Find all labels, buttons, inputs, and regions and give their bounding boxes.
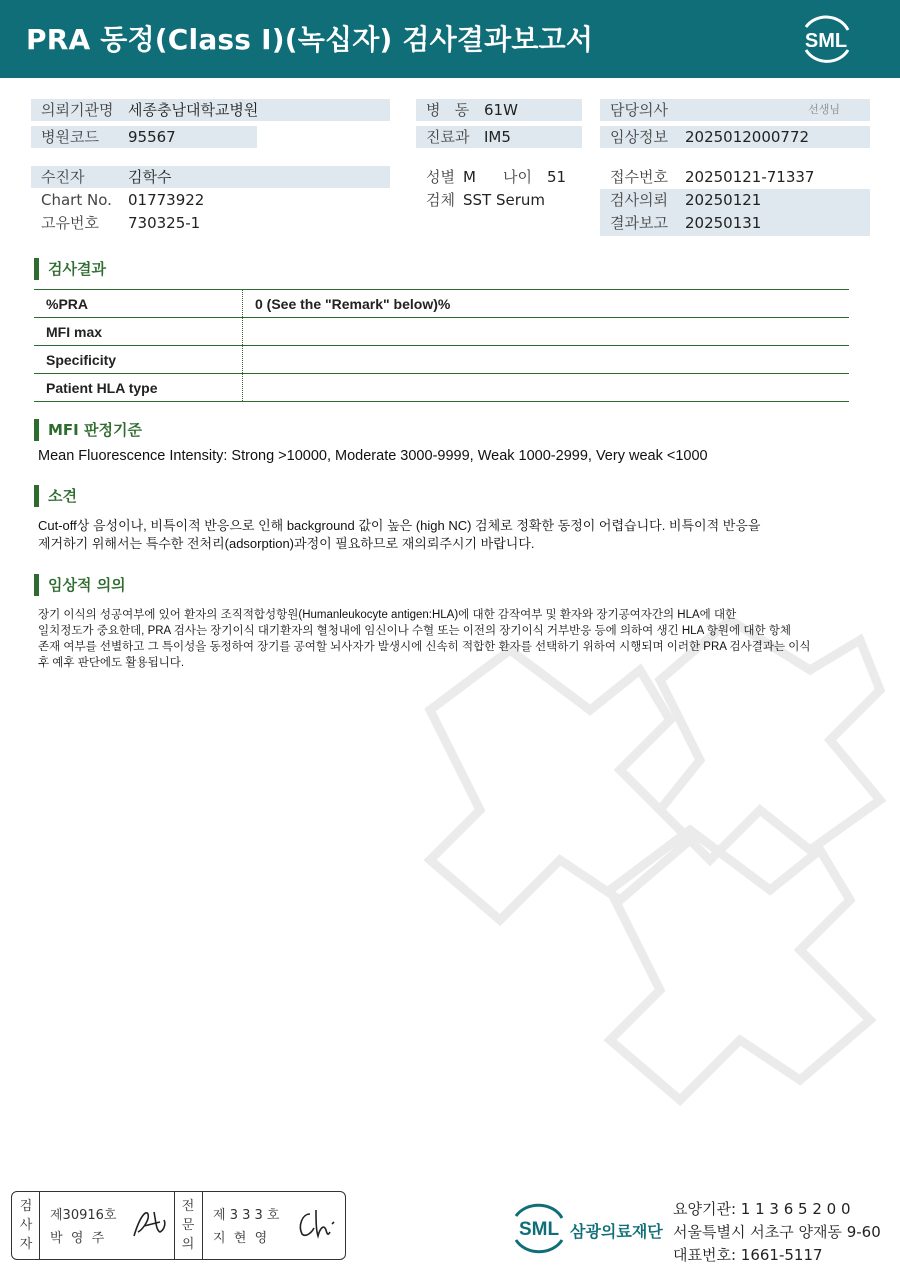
request-date-value: 20250121 — [685, 191, 762, 209]
ward-label: 병 동 — [426, 101, 470, 119]
footer-org-name: 삼광의료재단 — [570, 1222, 663, 1241]
clinical-line: 일치정도가 중요한데, PRA 검사는 장기이식 대기환자의 혈청내에 임신이나 수혈 또는 이전의 장기이식 거부반응 등에 의하여 생긴 HLA 항원에 대한 항체 — [38, 625, 791, 637]
institution-value: 세종충남대학교병원 — [128, 101, 259, 119]
examiner-license: 제30916호 — [50, 1208, 117, 1223]
specialist-signature-icon — [294, 1206, 338, 1242]
department-value: IM5 — [484, 128, 511, 146]
examiner-signature-icon — [130, 1206, 170, 1242]
sex-value: M — [463, 168, 476, 186]
sml-logo-icon — [798, 12, 854, 66]
institution-label: 의뢰기관명 — [41, 101, 114, 119]
unique-no-value: 730325-1 — [128, 214, 201, 232]
clinical-line: 존재 여부를 선별하고 그 특이성을 동정하여 장기를 공여할 뇌사자가 발생시에 신속히 적합한 환자를 선택하기 위하여 시행되며 이러한 PRA 검사결과는 이식 — [38, 641, 811, 653]
unique-no-label: 고유번호 — [41, 214, 99, 232]
age-value: 51 — [547, 168, 567, 186]
ward-value: 61W — [484, 101, 518, 119]
opinion-section-title: 소견 — [34, 485, 77, 507]
request-date-label: 검사의뢰 — [610, 191, 668, 209]
specimen-label: 검체 — [426, 191, 455, 209]
specialist-name: 지 현 영 — [213, 1231, 268, 1246]
result-name: Patient HLA type — [34, 374, 243, 402]
report-date-value: 20250131 — [685, 214, 762, 232]
results-section-title: 검사결과 — [34, 258, 106, 280]
result-name: MFI max — [34, 318, 243, 346]
footer-logo-text: SML — [518, 1219, 560, 1240]
request-date-field — [600, 189, 870, 211]
table-row — [34, 318, 849, 346]
receipt-no-field — [600, 166, 870, 188]
opinion-line: Cut-off상 음성이나, 비특이적 반응으로 인해 background 값이 높은 (high NC) 검체로 정확한 동정이 어렵습니다. 비특이적 반응을 — [38, 518, 761, 533]
specimen-field — [416, 189, 582, 211]
footer-institution-code: 요양기관: 1 1 3 6 5 2 0 0 — [673, 1200, 851, 1218]
hospital-code-value: 95567 — [128, 128, 176, 146]
footer-phone: 대표번호: 1661-5117 — [673, 1246, 823, 1264]
chart-no-value: 01773922 — [128, 191, 205, 209]
ward-field — [416, 99, 582, 121]
unique-no-field — [31, 212, 390, 234]
footer-address: 서울특별시 서초구 양재동 9-60 — [673, 1223, 881, 1241]
receipt-no-value: 20250121-71337 — [685, 168, 815, 186]
result-name: Specificity — [34, 346, 243, 374]
result-value: 0 (See the "Remark" below)% — [243, 290, 850, 318]
hospital-code-field — [31, 126, 257, 148]
clinical-info-value: 2025012000772 — [685, 128, 810, 146]
department-label: 진료과 — [426, 128, 470, 146]
clinical-info-field — [600, 126, 870, 148]
report-date-field — [600, 212, 870, 234]
specimen-value: SST Serum — [463, 191, 546, 209]
doctor-note: 선생님 — [808, 103, 840, 116]
clinical-line: 후 예후 판단에도 활용됩니다. — [38, 657, 185, 669]
clinical-section-title: 임상적 의의 — [34, 574, 126, 596]
report-date-label: 결과보고 — [610, 214, 668, 232]
examiner-label: 검 사 자 — [19, 1199, 33, 1252]
hospital-code-label: 병원코드 — [41, 128, 99, 146]
opinion-line: 제거하기 위해서는 특수한 전처리(adsorption)과정이 필요하므로 재의뢰주시기 바랍니다. — [38, 536, 535, 551]
patient-value: 김학수 — [128, 168, 172, 186]
chart-no-field — [31, 189, 390, 211]
clinical-info-label: 임상정보 — [610, 128, 668, 146]
footer-sml-logo-icon — [510, 1202, 568, 1254]
specialist-label: 전 문 의 — [181, 1199, 195, 1252]
age-label: 나이 — [503, 168, 532, 186]
chart-no-label: Chart No. — [41, 191, 112, 209]
patient-field — [31, 166, 390, 188]
doctor-field — [600, 99, 870, 121]
receipt-no-label: 접수번호 — [610, 168, 668, 186]
result-value — [243, 318, 850, 346]
report-header — [0, 0, 900, 78]
table-row — [34, 346, 849, 374]
institution-field — [31, 99, 390, 121]
sex-label: 성별 — [426, 168, 455, 186]
specialist-license: 제 3 3 3 호 — [213, 1208, 280, 1223]
sex-age-field — [416, 166, 582, 188]
report-title: PRA 동정(Class I)(녹십자) 검사결과보고서 — [26, 23, 594, 56]
result-value — [243, 346, 850, 374]
logo-text: SML — [804, 30, 848, 52]
department-field — [416, 126, 582, 148]
results-table — [34, 289, 849, 402]
patient-label: 수진자 — [41, 168, 85, 186]
table-row — [34, 290, 849, 318]
mfi-text: Mean Fluorescence Intensity: Strong >10000, Moderate 3000-9999, Weak 1000-2999, Very weak <1000 — [38, 448, 708, 464]
table-row — [34, 374, 849, 402]
signature-box — [11, 1191, 346, 1260]
result-name: %PRA — [34, 290, 243, 318]
examiner-name: 박 영 주 — [50, 1231, 105, 1246]
doctor-label: 담당의사 — [610, 101, 668, 119]
mfi-section-title: MFI 판정기준 — [34, 419, 142, 441]
result-value — [243, 374, 850, 402]
clinical-line: 장기 이식의 성공여부에 있어 환자의 조직적합성항원(Humanleukocyte antigen:HLA)에 대한 감작여부 및 환자와 장기공여자간의 HLA에 대한 — [38, 609, 737, 621]
